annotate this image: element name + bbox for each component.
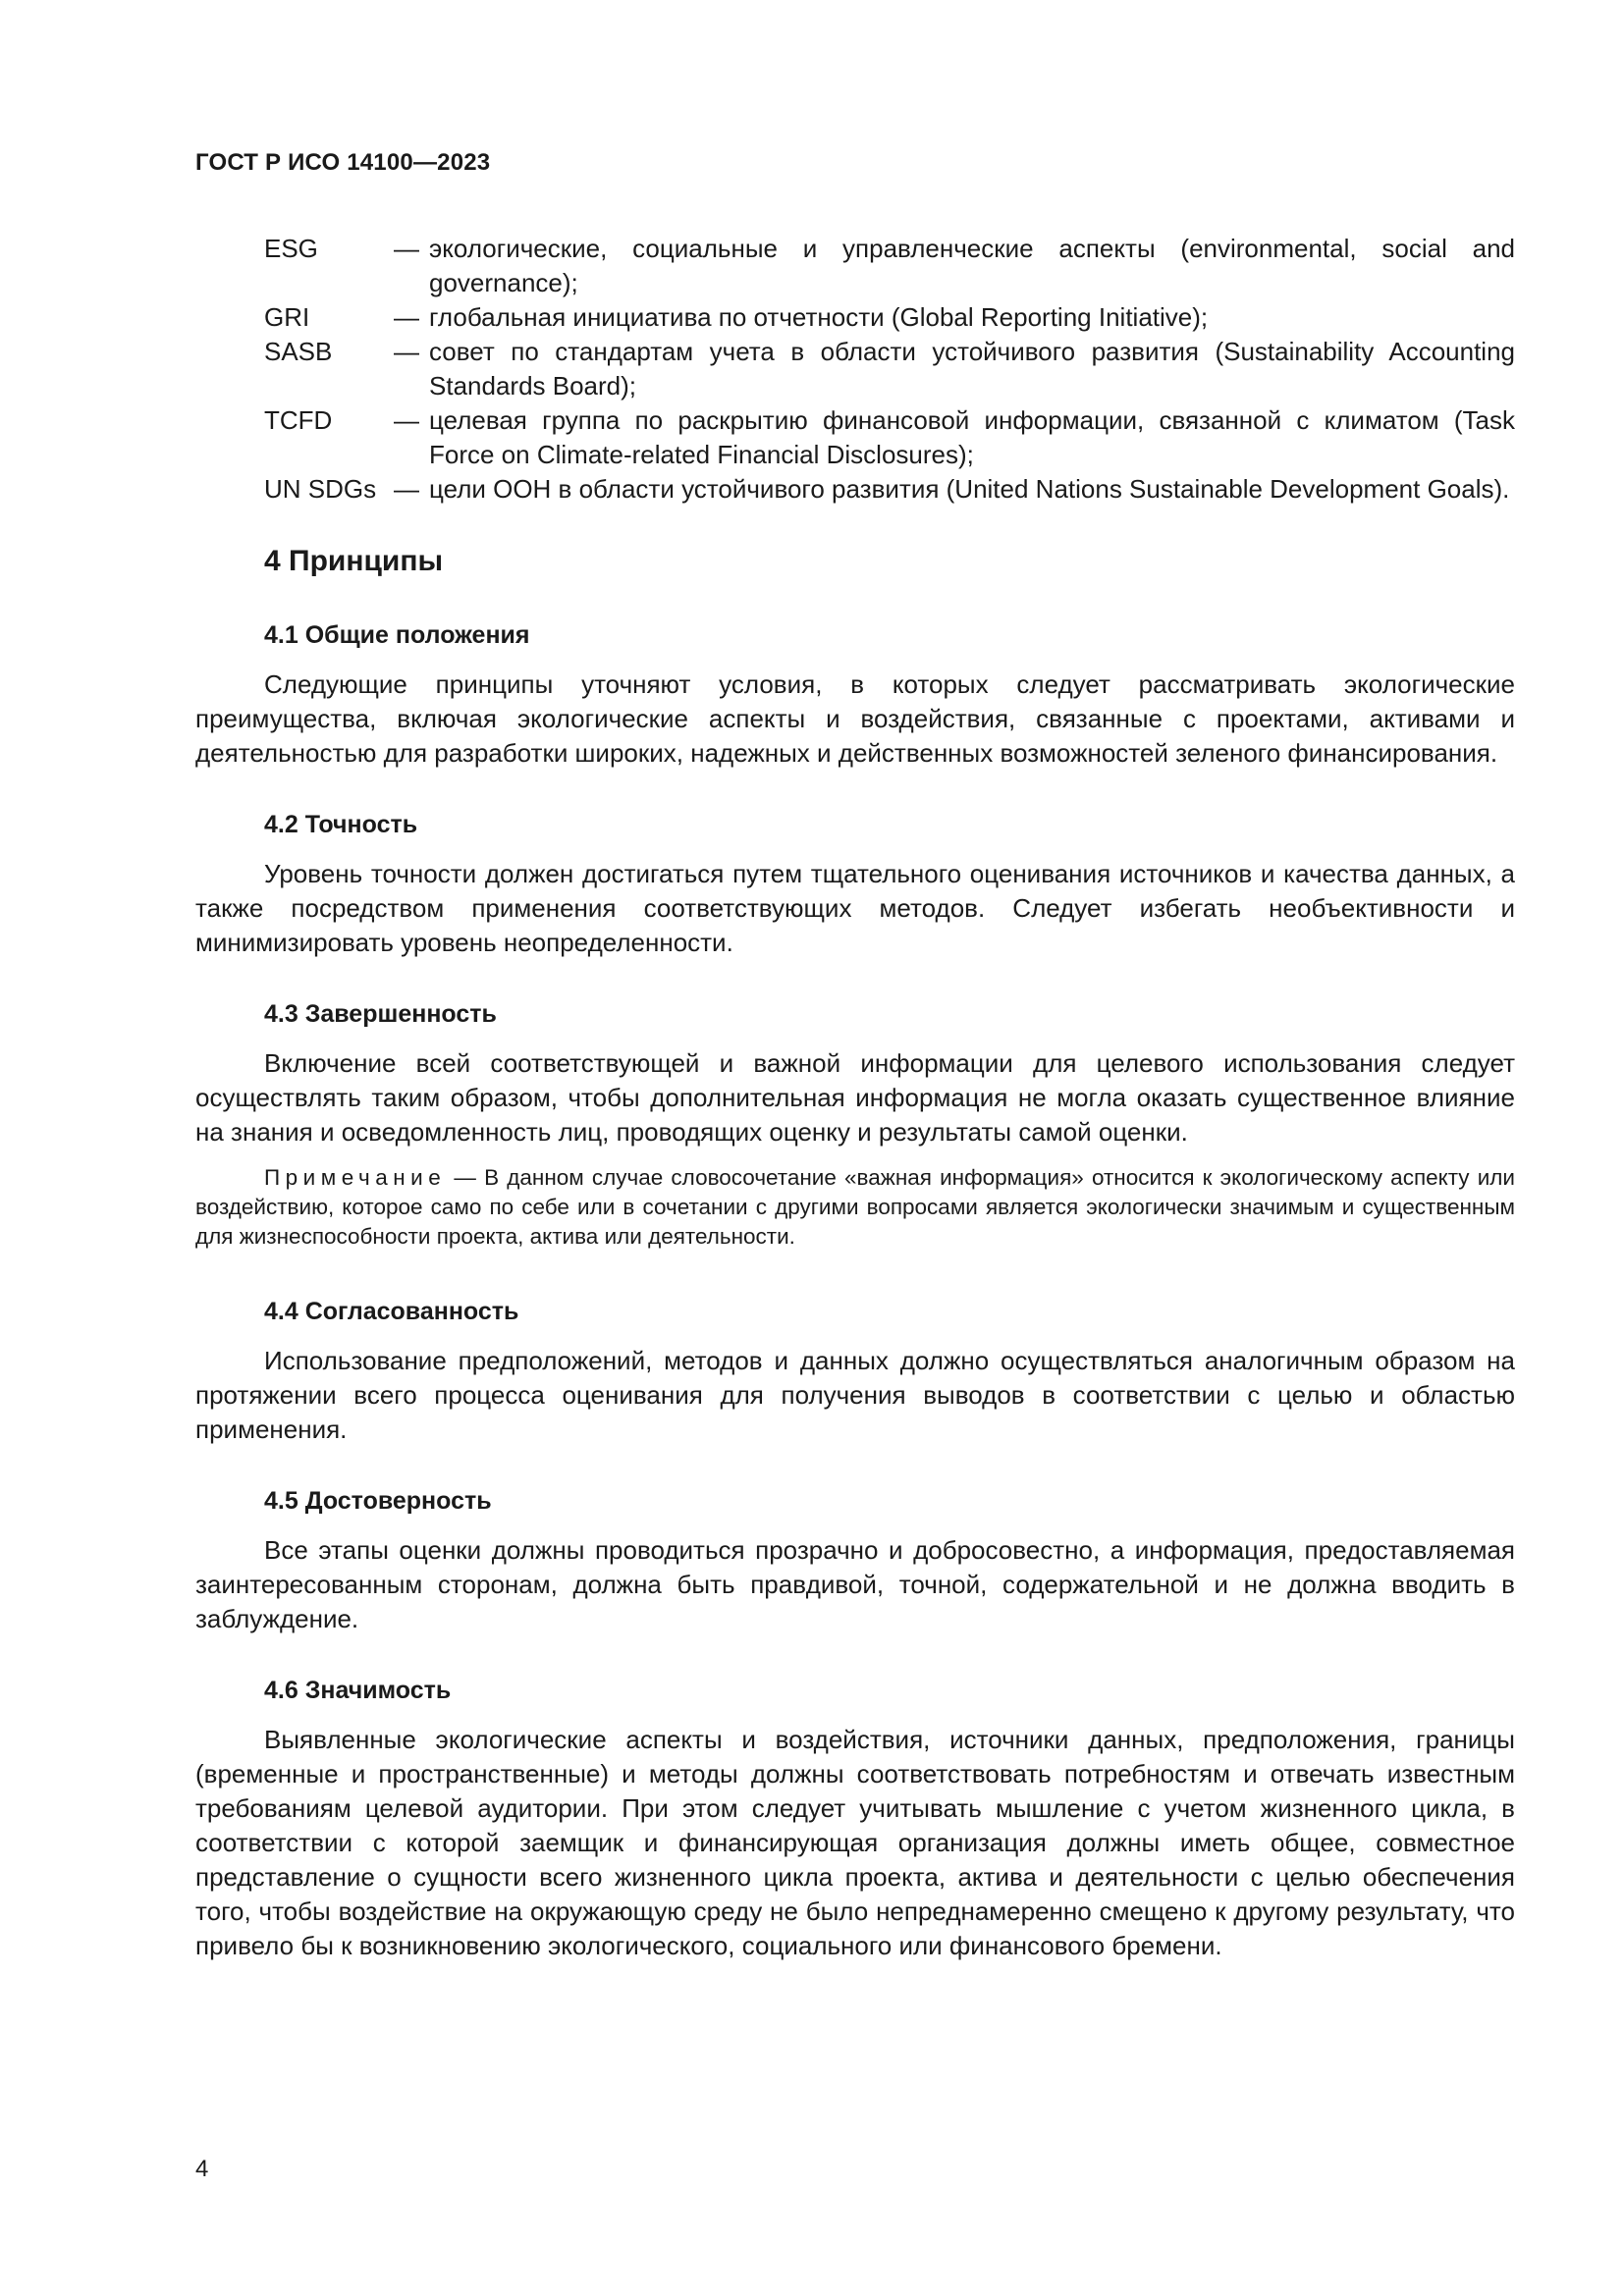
- abbreviation-term: SASB: [264, 337, 333, 366]
- abbreviation-dash: —: [394, 405, 419, 435]
- abbreviation-term: TCFD: [264, 405, 333, 435]
- subsection-title: 4.4 Согласованность: [264, 1298, 519, 1325]
- abbreviation-term: UN SDGs: [264, 474, 377, 504]
- subsection-title: 4.1 Общие положения: [264, 621, 530, 649]
- abbreviation-dash: —: [394, 302, 419, 332]
- abbreviation-item: [195, 472, 1515, 507]
- abbreviation-term: ESG: [264, 234, 318, 263]
- abbreviation-definition: цели ООН в области устойчивого развития (United Nations Sustainable Development Goals).: [429, 474, 1510, 504]
- abbreviation-definition: совет по стандартам учета в области устойчивого развития (Sustainability Accounting Standards Board);: [429, 337, 1515, 400]
- section-title: 4 Принципы: [264, 545, 444, 577]
- page-number: 4: [195, 2156, 209, 2182]
- abbreviation-item: [195, 232, 1515, 300]
- note-label: Примечание: [264, 1165, 447, 1190]
- note-dash: —: [454, 1165, 476, 1190]
- subsection-title: 4.6 Значимость: [264, 1677, 452, 1704]
- abbreviation-item: [195, 300, 1515, 335]
- paragraph: Все этапы оценки должны проводиться прозрачно и добросовестно, а информация, предоставляемая заинтересованным сторонам, должна быть правдивой, точной, содержательной и не должна вводить в заблуждение.: [195, 1535, 1515, 1633]
- subsection-title: 4.2 Точность: [264, 811, 418, 838]
- note: [195, 1163, 1515, 1252]
- abbreviation-dash: —: [394, 234, 419, 263]
- paragraph: Следующие принципы уточняют условия, в которых следует рассматривать экологические преимущества, включая экологические аспекты и воздействия, связанные с проектами, активами и деятельностью для разработки широких, надежных и действенных возможностей зеленого финансирования.: [195, 669, 1515, 768]
- paragraph: Уровень точности должен достигаться путем тщательного оценивания источников и качества данных, а также посредством применения соответствующих методов. Следует избегать необъективности и минимизировать уровень неопределенности.: [195, 859, 1515, 957]
- abbreviation-list: [195, 232, 1515, 507]
- abbreviation-definition: глобальная инициатива по отчетности (Global Reporting Initiative);: [429, 302, 1209, 332]
- abbreviation-item: [195, 403, 1515, 472]
- abbreviation-definition: экологические, социальные и управленческие аспекты (environmental, social and governance);: [429, 234, 1515, 297]
- abbreviation-term: GRI: [264, 302, 310, 332]
- abbreviation-definition: целевая группа по раскрытию финансовой информации, связанной с климатом (Task Force on Climate-related Financial Disclosures);: [429, 405, 1515, 469]
- paragraph: Включение всей соответствующей и важной информации для целевого использования следует осуществлять таким образом, чтобы дополнительная информация не могла оказать существенное влияние на знания и осведомленность лиц, проводящих оценку и результаты самой оценки.: [195, 1048, 1515, 1147]
- document-body: [195, 232, 1515, 1963]
- paragraph: Выявленные экологические аспекты и воздействия, источники данных, предположения, границы (временные и пространственные) и методы должны соответствовать потребностям и отвечать известным требованиям целевой аудитории. При этом следует учитывать мышление с учетом жизненного цикла, в соответствии с которой заемщик и финансирующая организация должны иметь общее, совместное представление о сущности всего жизненного цикла проекта, актива и деятельности с целью обеспечения того, чтобы воздействие на окружающую среду не было непреднамеренно смещено к другому результату, что привело бы к возникновению экологического, социального или финансового бремени.: [195, 1725, 1515, 1960]
- subsection-title: 4.5 Достоверность: [264, 1487, 492, 1515]
- abbreviation-dash: —: [394, 337, 419, 366]
- subsection-title: 4.3 Завершенность: [264, 1000, 497, 1028]
- note-text: В данном случае словосочетание «важная информация» относится к экологическому аспекту или воздействию, которое само по себе или в сочетании с другими вопросами является экологически значимым и существенным для жизнеспособности проекта, актива или деятельности.: [195, 1165, 1515, 1249]
- abbreviation-dash: —: [394, 474, 419, 504]
- paragraph: Использование предположений, методов и данных должно осуществляться аналогичным образом на протяжении всего процесса оценивания для получения выводов в соответствии с целью и областью применения.: [195, 1346, 1515, 1444]
- abbreviation-item: [195, 335, 1515, 403]
- document-header-title: ГОСТ Р ИСО 14100—2023: [195, 149, 491, 176]
